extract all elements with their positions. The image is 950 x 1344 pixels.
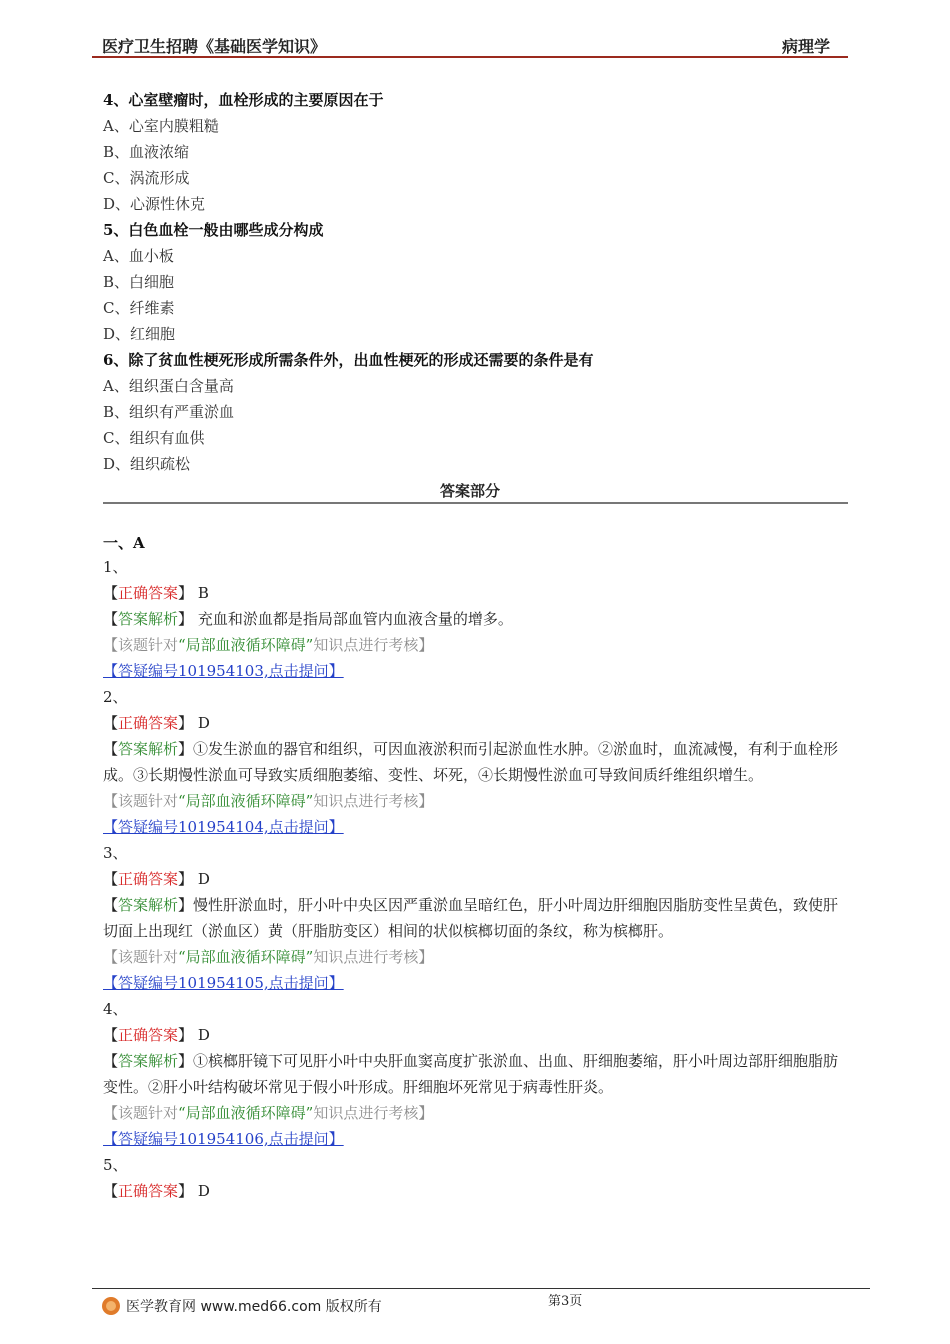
question-4-option-c: C、涡流形成 [103,169,190,187]
answer-4-analysis-text: ①槟榔肝镜下可见肝小叶中央肝血窦高度扩张淤血、出血、肝细胞萎缩，肝小叶周边部肝细胞脂肪变性。②肝小叶结构破坏常见于假小叶形成。肝细胞坏死常见于病毒性肝炎。 [103,1052,839,1096]
answer-4-question-link[interactable]: 【答疑编号101954106,点击提问】 [103,1130,344,1148]
question-6-option-a: A、组织蛋白含量高 [103,377,234,395]
answer-1-knowledge-point [103,632,433,658]
answer-5-number: 5、 [103,1156,128,1174]
analysis-label: 答案解析 [118,1052,179,1070]
answer-4-correct: 【正确答案】 D [103,1026,210,1044]
correct-answer-label: 正确答案 [118,1026,179,1044]
question-5-option-a: A、血小板 [103,247,174,265]
answer-3-number: 3、 [103,844,128,862]
answer-1-analysis-text: 充血和淤血都是指局部血管内血液含量的增多。 [197,610,513,628]
analysis-label: 答案解析 [118,740,179,758]
kp-name: “局部血液循环障碍” [178,948,314,966]
answer-3-value: D [197,870,210,888]
answer-2-knowledge-point [103,788,433,814]
answer-4-analysis: 【答案解析】①槟榔肝镜下可见肝小叶中央肝血窦高度扩张淤血、出血、肝细胞萎缩，肝小叶周边部肝细胞脂肪变性。②肝小叶结构破坏常见于假小叶形成。肝细胞坏死常见于病毒性肝炎。 [103,1052,839,1096]
kp-prefix: 【该题针对 [103,948,179,966]
kp-suffix: 知识点进行考核】 [313,792,434,810]
answer-1-analysis: 【答案解析】 充血和淤血都是指局部血管内血液含量的增多。 [103,610,513,628]
answer-3-correct: 【正确答案】 D [103,870,210,888]
kp-suffix: 知识点进行考核】 [313,636,434,654]
page-header [92,30,848,58]
kp-name: “局部血液循环障碍” [178,1104,314,1122]
kp-prefix: 【该题针对 [103,1104,179,1122]
question-6-option-c: C、组织有血供 [103,429,205,447]
answer-5-value: D [197,1182,210,1200]
correct-answer-label: 正确答案 [118,584,179,602]
question-5-option-d: D、红细胞 [103,325,176,343]
correct-answer-label: 正确答案 [118,1182,179,1200]
analysis-label: 答案解析 [118,610,179,628]
answer-3-question-link[interactable]: 【答疑编号101954105,点击提问】 [103,974,344,992]
med66-logo-icon [102,1297,120,1315]
answer-2-question-link[interactable]: 【答疑编号101954104,点击提问】 [103,818,344,836]
page-number: 第3页 [548,1294,583,1309]
answer-4-knowledge-point [103,1100,433,1126]
answer-3-knowledge-point [103,944,433,970]
correct-answer-label: 正确答案 [118,714,179,732]
question-6-option-d: D、组织疏松 [103,455,191,473]
answer-2-correct: 【正确答案】 D [103,714,210,732]
answer-3-analysis-text: 慢性肝淤血时，肝小叶中央区因严重淤血呈暗红色，肝小叶周边肝细胞因脂肪变性呈黄色，致使肝切面上出现红（淤血区）黄（肝脂肪变区）相间的状似槟榔切面的条纹，称为槟榔肝。 [103,896,839,940]
kp-prefix: 【该题针对 [103,636,179,654]
footer-copyright: 医学教育网 www.med66.com 版权所有 [126,1299,382,1315]
question-4-option-d: D、心源性休克 [103,195,206,213]
answer-1-question-link[interactable]: 【答疑编号101954103,点击提问】 [103,662,344,680]
answer-3-analysis: 【答案解析】慢性肝淤血时，肝小叶中央区因严重淤血呈暗红色，肝小叶周边肝细胞因脂肪变性呈黄色，致使肝切面上出现红（淤血区）黄（肝脂肪变区）相间的状似槟榔切面的条纹，称为槟榔肝。 [103,896,839,940]
question-6-title: 6、除了贫血性梗死形成所需条件外，出血性梗死的形成还需要的条件是有 [103,351,594,369]
kp-suffix: 知识点进行考核】 [313,948,434,966]
answer-1-value: B [197,584,209,602]
answer-5-correct: 【正确答案】 D [103,1182,210,1200]
answer-1-correct: 【正确答案】 B [103,584,209,602]
question-4-option-a: A、心室内膜粗糙 [103,117,219,135]
correct-answer-label: 正确答案 [118,870,179,888]
answer-2-analysis-text: ①发生淤血的器官和组织，可因血液淤积而引起淤血性水肿。②淤血时，血流减慢，有利于血栓形成。③长期慢性淤血可导致实质细胞萎缩、变性、坏死，④长期慢性淤血可导致间质纤维组织增生。 [103,740,839,784]
question-5-option-b: B、白细胞 [103,273,175,291]
question-6-option-b: B、组织有严重淤血 [103,403,235,421]
header-title: 医疗卫生招聘《基础医学知识》 [102,37,327,56]
header-subject: 病理学 [781,37,830,56]
question-5-option-c: C、纤维素 [103,299,175,317]
kp-suffix: 知识点进行考核】 [313,1104,434,1122]
footer-divider [92,1288,870,1289]
answer-2-analysis: 【答案解析】①发生淤血的器官和组织，可因血液淤积而引起淤血性水肿。②淤血时，血流减慢，有利于血栓形成。③长期慢性淤血可导致实质细胞萎缩、变性、坏死，④长期慢性淤血可导致间质纤维组织增生。 [103,740,839,784]
answer-4-number: 4、 [103,1000,128,1018]
answer-2-value: D [197,714,210,732]
kp-name: “局部血液循环障碍” [178,636,314,654]
answer-4-value: D [197,1026,210,1044]
kp-name: “局部血液循环障碍” [178,792,314,810]
analysis-label: 答案解析 [118,896,179,914]
kp-prefix: 【该题针对 [103,792,179,810]
question-5-title: 5、白色血栓一般由哪些成分构成 [103,221,324,239]
section-divider [103,502,848,504]
question-4-option-b: B、血液浓缩 [103,143,190,161]
answer-group-label: 一、A [103,534,145,552]
answer-section-title: 答案部分 [439,482,500,500]
answer-1-number: 1、 [103,558,128,576]
question-4-title: 4、心室壁瘤时，血栓形成的主要原因在于 [103,91,384,109]
answer-2-number: 2、 [103,688,128,706]
